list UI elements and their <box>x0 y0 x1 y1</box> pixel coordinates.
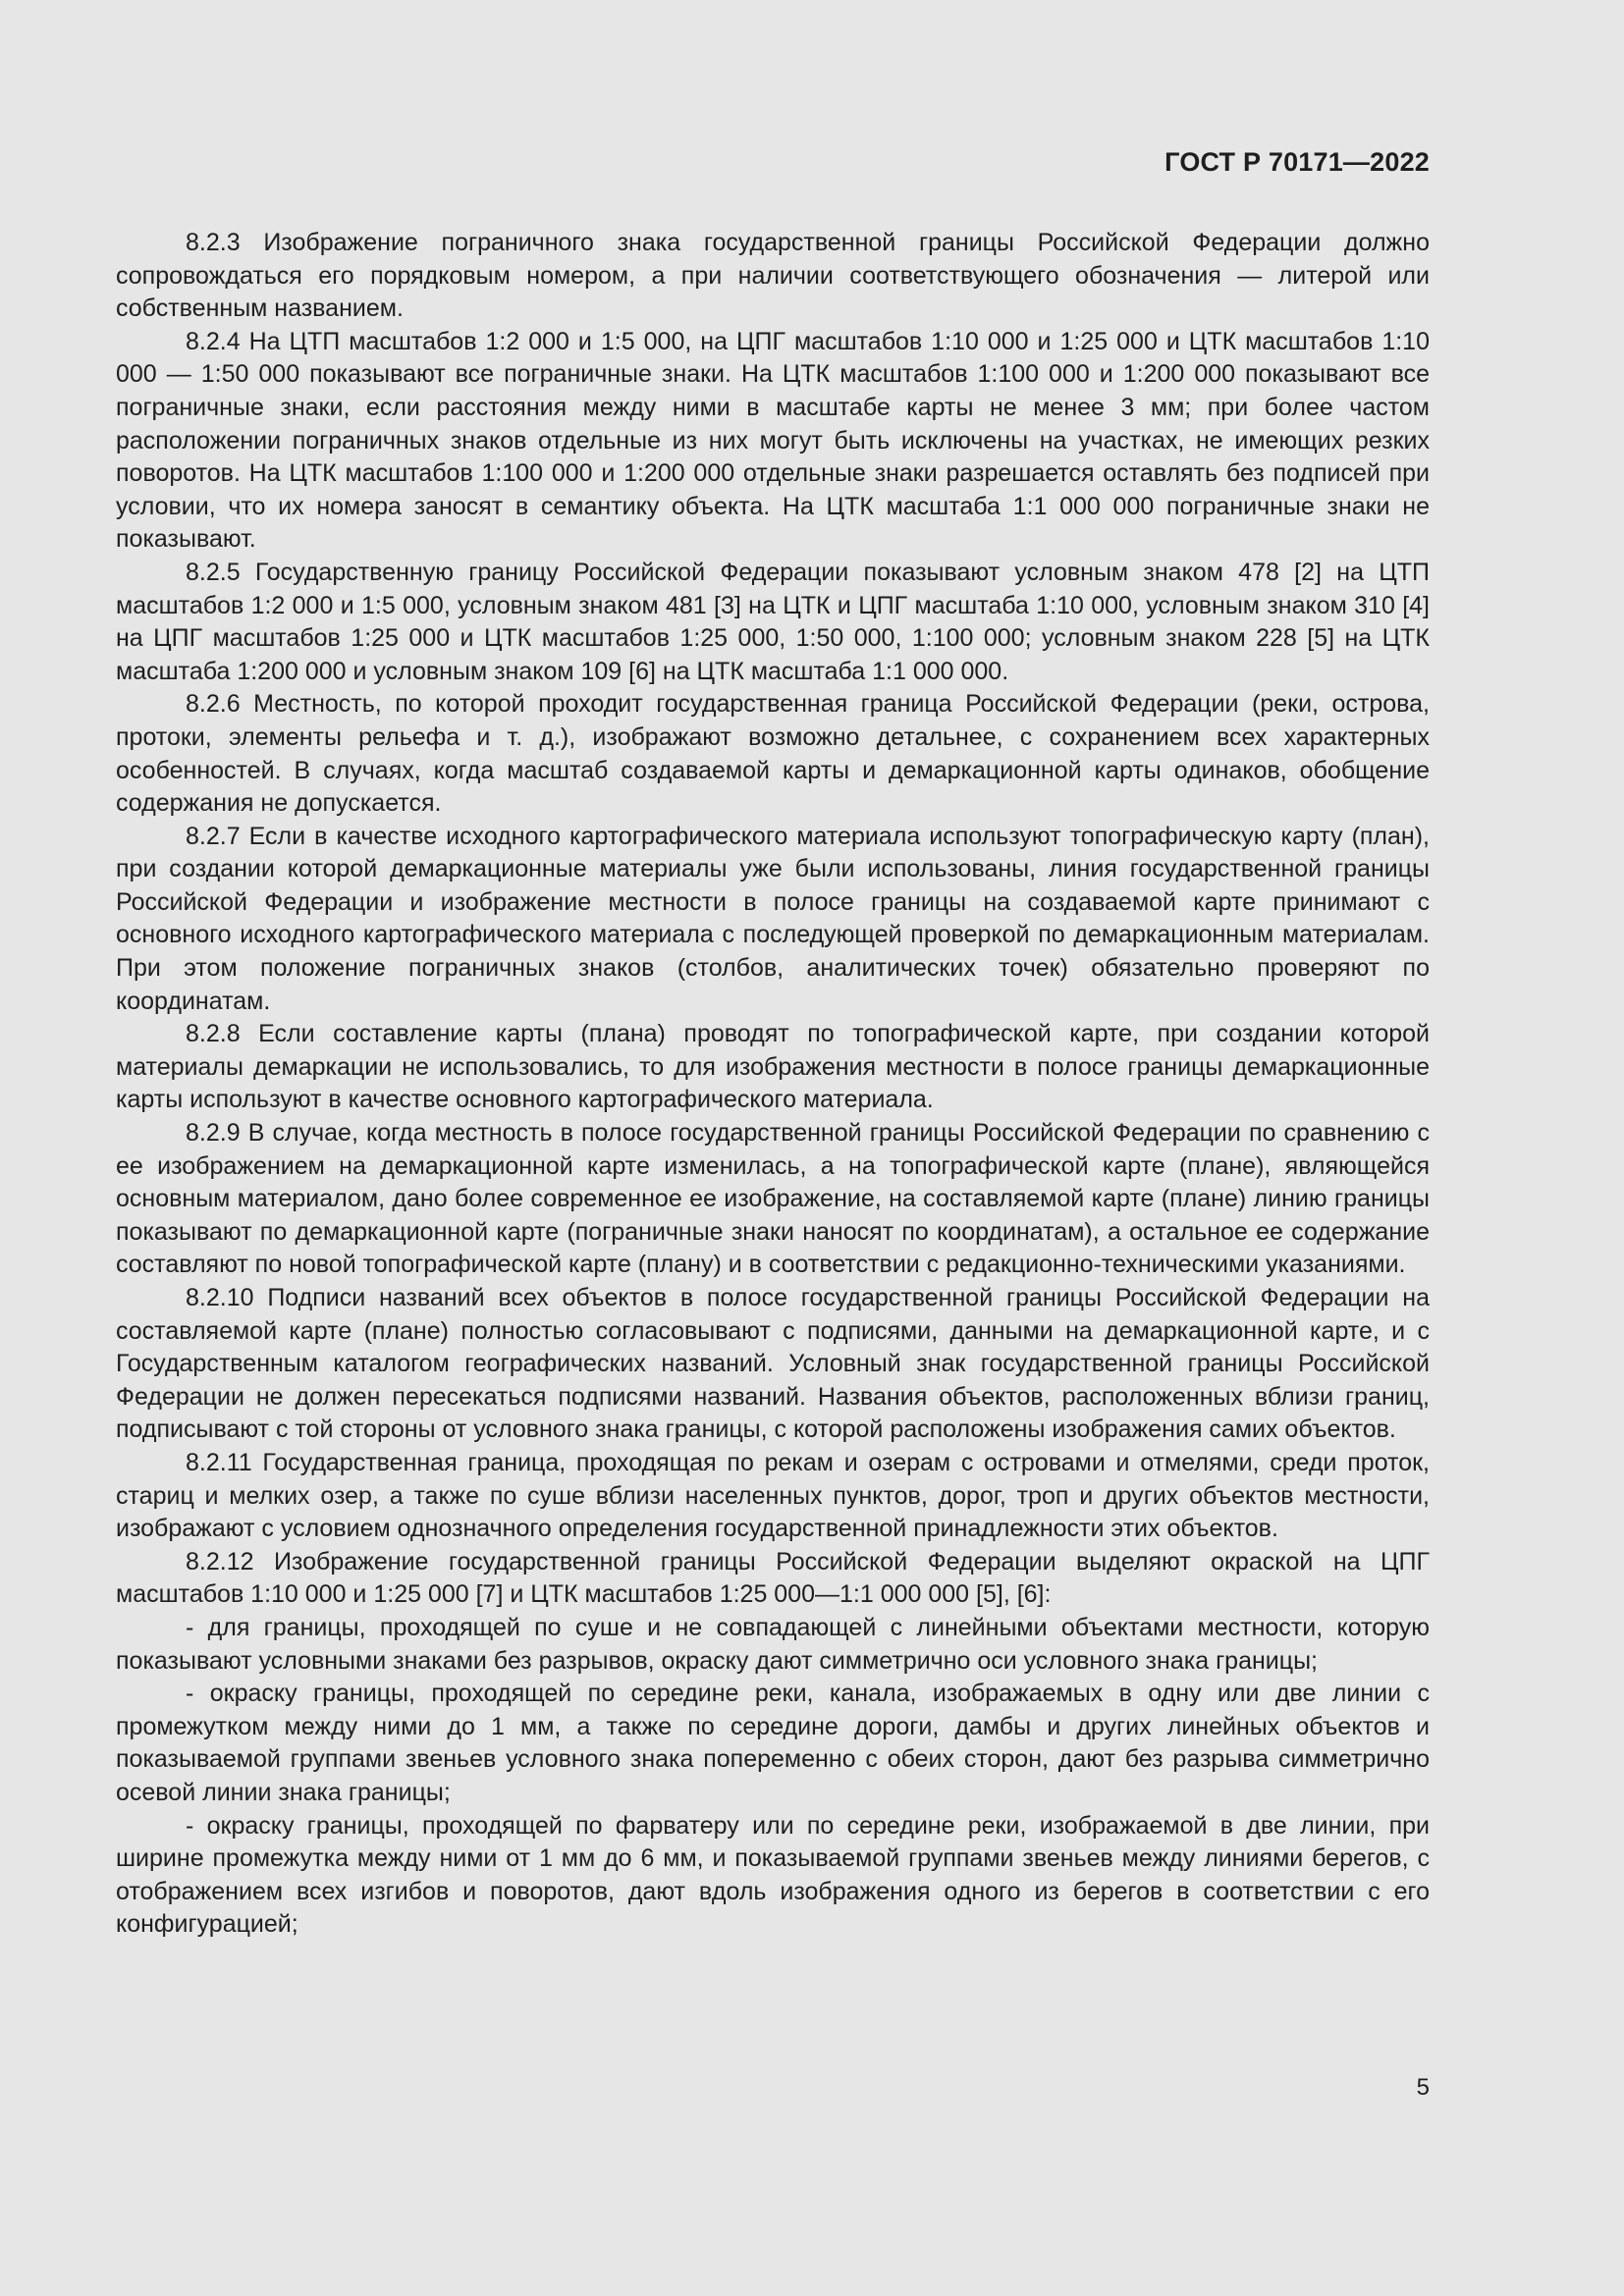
paragraph-8-2-5: 8.2.5 Государственную границу Российской Федерации показывают условным знаком 478 [2] на ЦТП масштабов 1:2 000 и 1:5 000, условным знаком 481 [3] на ЦТК и ЦПГ масштаба 1:10 000, условным знаком 310 [4] на ЦПГ масштабов 1:25 000 и ЦТК масштабов 1:25 000, 1:50 000, 1:100 000; условным знаком 228 [5] на ЦТК масштаба 1:200 000 и условным знаком 109 [6] на ЦТК масштаба 1:1 000 000. <box>116 558 1430 685</box>
list-item: - окраску границы, проходящей по середине реки, канала, изображаемых в одну или две линии с промежутком между ними до 1 мм, а также по середине дороги, дамбы и других линейных объектов и показываемой группами звеньев условного знака попеременно с обеих сторон, дают без разрыва симметрично осевой линии знака границы; <box>116 1680 1430 1806</box>
paragraph-8-2-8: 8.2.8 Если составление карты (плана) проводят по топографической карте, при создании которой материалы демаркации не использовались, то для изображения местности в полосе границы демаркационные карты используют в качестве основного картографического материала. <box>116 1020 1430 1114</box>
page-number: 5 <box>1416 2074 1430 2101</box>
paragraph-8-2-7: 8.2.7 Если в качестве исходного картографического материала используют топографическую карту (план), при создании которой демаркационные материалы уже были использованы, линия государственной границы Российской Федерации и изображение местности в полосе границы на создаваемой карте принимают с основного исходного картографического материала с последующей проверкой по демаркационным материалам. При этом положение пограничных знаков (столбов, аналитических точек) обязательно проверяют по координатам. <box>116 822 1430 1015</box>
paragraph-8-2-6: 8.2.6 Местность, по которой проходит государственная граница Российской Федерации (реки, острова, протоки, элементы рельефа и т. д.), изображают возможно детальнее, с сохранением всех характерных особенностей. В случаях, когда масштаб создаваемой карты и демаркационной карты одинаков, обобщение содержания не допускается. <box>116 690 1430 818</box>
list-item: - окраску границы, проходящей по фарватеру или по середине реки, изображаемой в две линии, при ширине промежутка между ними от 1 мм до 6 мм, и показываемой группами звеньев между линиями берегов, с отображением всех изгибов и поворотов, дают вдоль изображения одного из берегов в соответствии с его конфигурацией; <box>116 1811 1430 1939</box>
document-body <box>116 227 1430 1942</box>
paragraph-8-2-12: 8.2.12 Изображение государственной границы Российской Федерации выделяют окраской на ЦПГ масштабов 1:10 000 и 1:25 000 [7] и ЦТК масштабов 1:25 000—1:1 000 000 [5], [6]: <box>116 1547 1430 1609</box>
paragraph-8-2-11: 8.2.11 Государственная граница, проходящая по рекам и озерам с островами и отмелями, среди проток, стариц и мелких озер, а также по суше вблизи населенных пунктов, дорог, троп и других объектов местности, изображают с условием однозначного определения государственной принадлежности этих объектов. <box>116 1448 1430 1543</box>
paragraph-8-2-3: 8.2.3 Изображение пограничного знака государственной границы Российской Федерации должно сопровождаться его порядковым номером, а при наличии соответствующего обозначения — литерой или собственным названием. <box>116 229 1430 323</box>
paragraph-8-2-10: 8.2.10 Подписи названий всех объектов в полосе государственной границы Российской Федерации на составляемой карте (плане) полностью согласовывают с подписями, данными на демаркационной карте, и с Государственным каталогом географических названий. Условный знак государственной границы Российской Федерации не должен пересекаться подписями названий. Названия объектов, расположенных вблизи границ, подписывают с той стороны от условного знака границы, с которой расположены изображения самих объектов. <box>116 1284 1430 1444</box>
document-header: ГОСТ Р 70171—2022 <box>1164 147 1430 177</box>
paragraph-8-2-4: 8.2.4 На ЦТП масштабов 1:2 000 и 1:5 000, на ЦПГ масштабов 1:10 000 и 1:25 000 и ЦТК масштабов 1:10 000 — 1:50 000 показывают все пограничные знаки. На ЦТК масштабов 1:100 000 и 1:200 000 показывают все пограничные знаки, если расстояния между ними в масштабе карты не менее 3 мм; при более частом расположении пограничных знаков отдельные из них могут быть исключены на участках, не имеющих резких поворотов. На ЦТК масштабов 1:100 000 и 1:200 000 отдельные знаки разрешается оставлять без подписей при условии, что их номера заносят в семантику объекта. На ЦТК масштаба 1:1 000 000 пограничные знаки не показывают. <box>116 327 1430 554</box>
list-item: - для границы, проходящей по суше и не совпадающей с линейными объектами местности, которую показывают условными знаками без разрывов, окраску дают симметрично оси условного знака границы; <box>116 1613 1430 1675</box>
paragraph-8-2-9: 8.2.9 В случае, когда местность в полосе государственной границы Российской Федерации по сравнению с ее изображением на демаркационной карте изменилась, а на топографической карте (плане), являющейся основным материалом, дано более современное ее изображение, на составляемой карте (плане) линию границы показывают по демаркационной карте (пограничные знаки наносят по координатам), а остальное ее содержание составляют по новой топографической карте (плану) и в соответствии с редакционно-техническими указаниями. <box>116 1119 1430 1279</box>
